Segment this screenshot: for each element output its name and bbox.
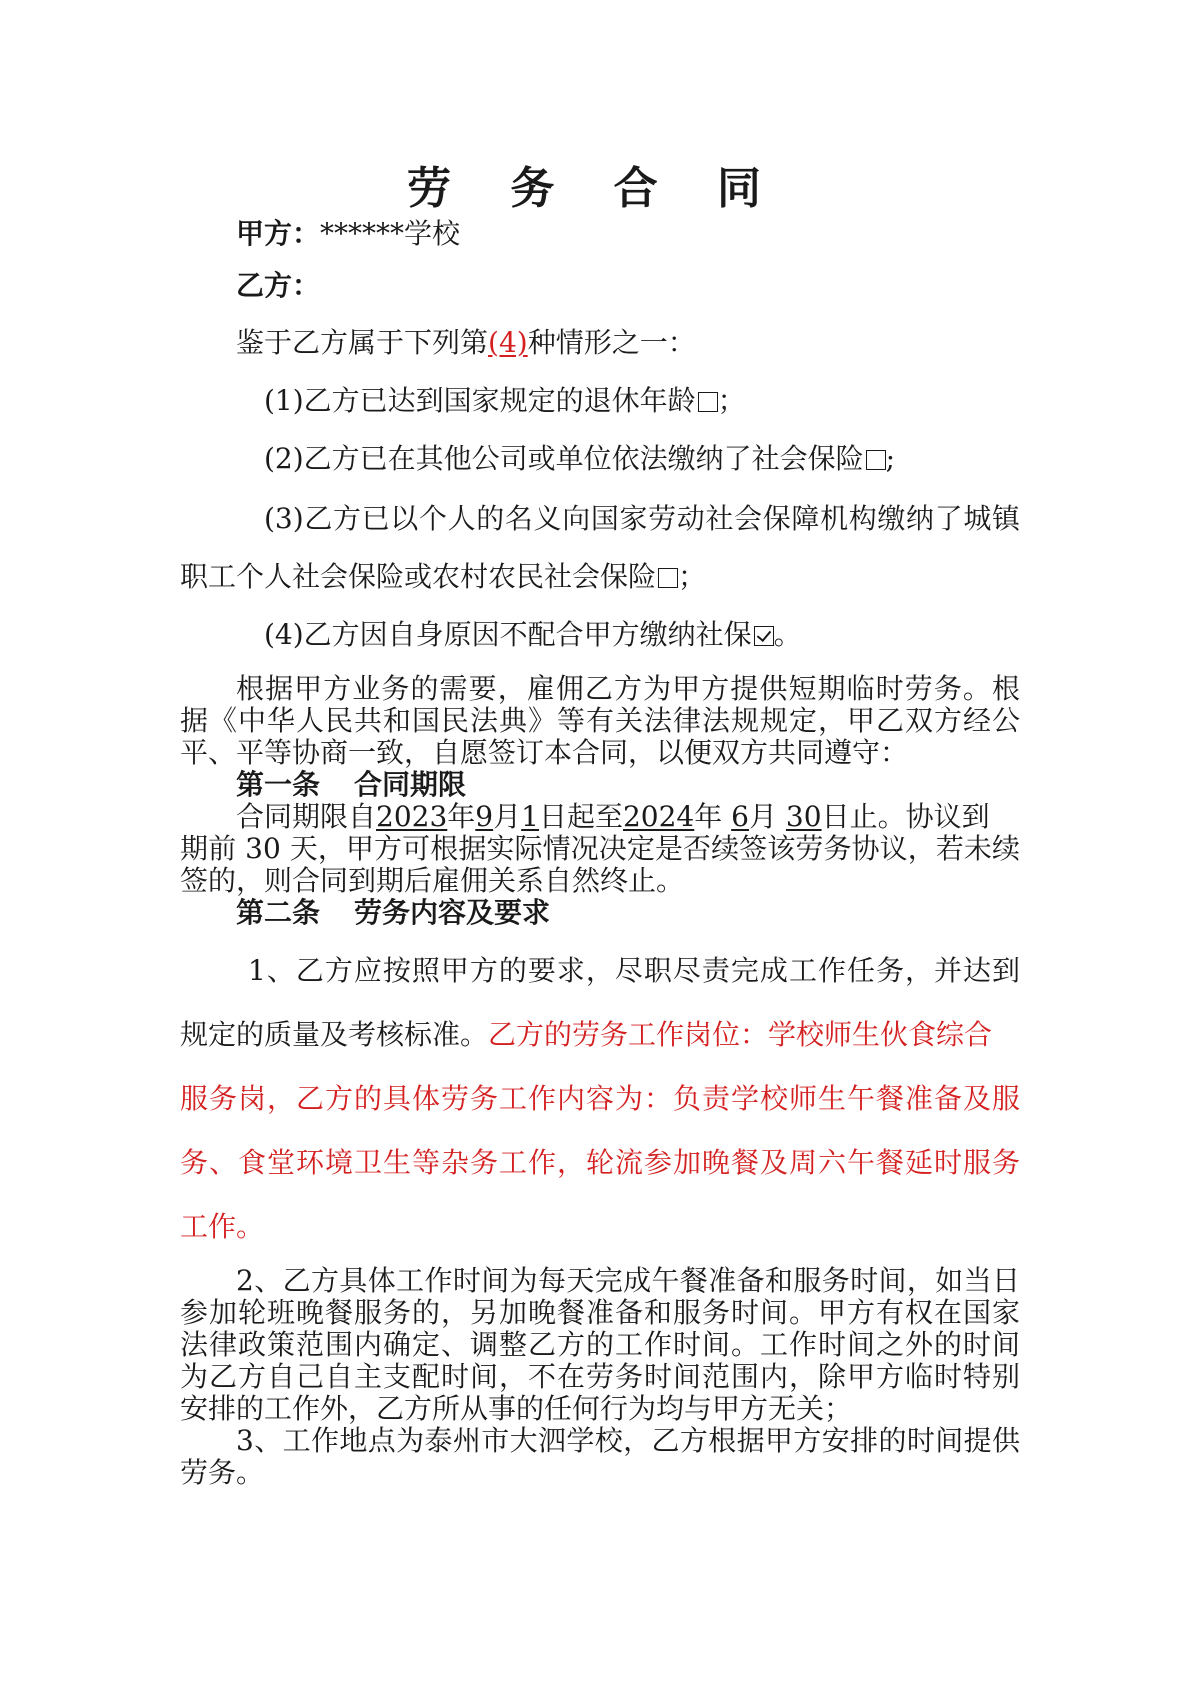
article-2-item-2-line-4: 为乙方自己自主支配时间，不在劳务时间范围内，除甲方临时特别 [180, 1360, 1020, 1393]
job-content-line-2: 务、食堂环境卫生等杂务工作，轮流参加晚餐及周六午餐延时服务 [180, 1146, 1020, 1179]
end-day: 30 [785, 800, 822, 833]
article-2-item-2-line-1: 2、乙方具体工作时间为每天完成午餐准备和服务时间，如当日 [236, 1264, 1020, 1297]
party-a-value: ******学校 [320, 217, 461, 250]
job-position-text: 乙方的劳务工作岗位：学校师生伙食综合 [488, 1018, 993, 1051]
article-2-item-1-line-2: 规定的质量及考核标准。乙方的劳务工作岗位：学校师生伙食综合 [180, 1018, 993, 1051]
article-2-item-2-line-3: 法律政策范围内确定、调整乙方的工作时间。工作时间之外的时间 [180, 1328, 1020, 1361]
party-b-label: 乙方： [236, 269, 321, 302]
article-1-period: 合同期限自2023年9月1日起至2024年 6月 30日止。协议到 [236, 800, 990, 833]
article-2-item-2-line-2: 参加轮班晚餐服务的，另加晚餐准备和服务时间。甲方有权在国家 [180, 1296, 1020, 1329]
job-content-line-1: 服务岗，乙方的具体劳务工作内容为：负责学校师生午餐准备及服 [180, 1082, 1020, 1115]
case-1-checkbox [698, 392, 718, 412]
start-day: 1 [521, 800, 539, 833]
case-item-2: (2)乙方已在其他公司或单位依法缴纳了社会保险 ; [264, 442, 896, 475]
preamble-line-2: 据《中华人民共和国民法典》等有关法律法规规定，甲乙双方经公 [180, 704, 1020, 737]
start-year: 2023 [376, 800, 448, 833]
case-item-1: (1)乙方已达到国家规定的退休年龄 ； [264, 384, 746, 417]
article-1-heading: 第一条 合同期限 [236, 768, 467, 801]
start-month: 9 [475, 800, 494, 833]
article-2-item-1-line-1: 1、乙方应按照甲方的要求，尽职尽责完成工作任务，并达到 [248, 954, 1020, 987]
article-1-line-3: 签的，则合同到期后雇佣关系自然终止。 [180, 864, 685, 897]
intro-pre: 鉴于乙方属于下列第 [236, 326, 489, 359]
party-a-line [236, 218, 1076, 250]
case-item-3-line2: 职工个人社会保险或农村农民社会保险 ； [180, 560, 707, 593]
case-item-4: (4)乙方因自身原因不配合甲方缴纳社保 。 [264, 618, 802, 651]
intro-post: 种情形之一： [527, 326, 696, 359]
preamble-line-3: 平、平等协商一致，自愿签订本合同，以便双方共同遵守： [180, 736, 909, 769]
article-2-heading: 第二条 劳务内容及要求 [236, 896, 551, 929]
case-2-checkbox [866, 450, 886, 470]
end-month: 6 [731, 800, 749, 833]
preamble-line-1: 根据甲方业务的需要，雇佣乙方为甲方提供短期临时劳务。根 [236, 672, 1020, 705]
party-a-label: 甲方： [236, 217, 321, 250]
job-content-line-3: 工作。 [180, 1210, 265, 1243]
article-2-item-3-line-1: 3、工作地点为泰州市大泗学校，乙方根据甲方安排的时间提供 [236, 1424, 1020, 1457]
article-1-line-2: 期前 30 天，甲方可根据实际情况决定是否续签该劳务协议，若未续 [180, 832, 1020, 865]
intro-line [236, 327, 1076, 359]
case-item-3-line1: (3)乙方已以个人的名义向国家劳动社会保障机构缴纳了城镇 [264, 502, 1020, 535]
case-3-checkbox [658, 568, 678, 588]
page-title: 劳 务 合 同 [407, 163, 783, 214]
article-2-item-3-line-2: 劳务。 [180, 1456, 265, 1489]
article-2-title: 劳务内容及要求 [354, 896, 551, 929]
article-2-item-2-line-5: 安排的工作外，乙方所从事的任何行为均与甲方无关； [180, 1392, 853, 1425]
end-year: 2024 [622, 800, 695, 833]
case-4-checkbox-checked [754, 626, 774, 646]
intro-case-number: (4) [488, 326, 528, 359]
article-1-title: 合同期限 [354, 768, 467, 801]
